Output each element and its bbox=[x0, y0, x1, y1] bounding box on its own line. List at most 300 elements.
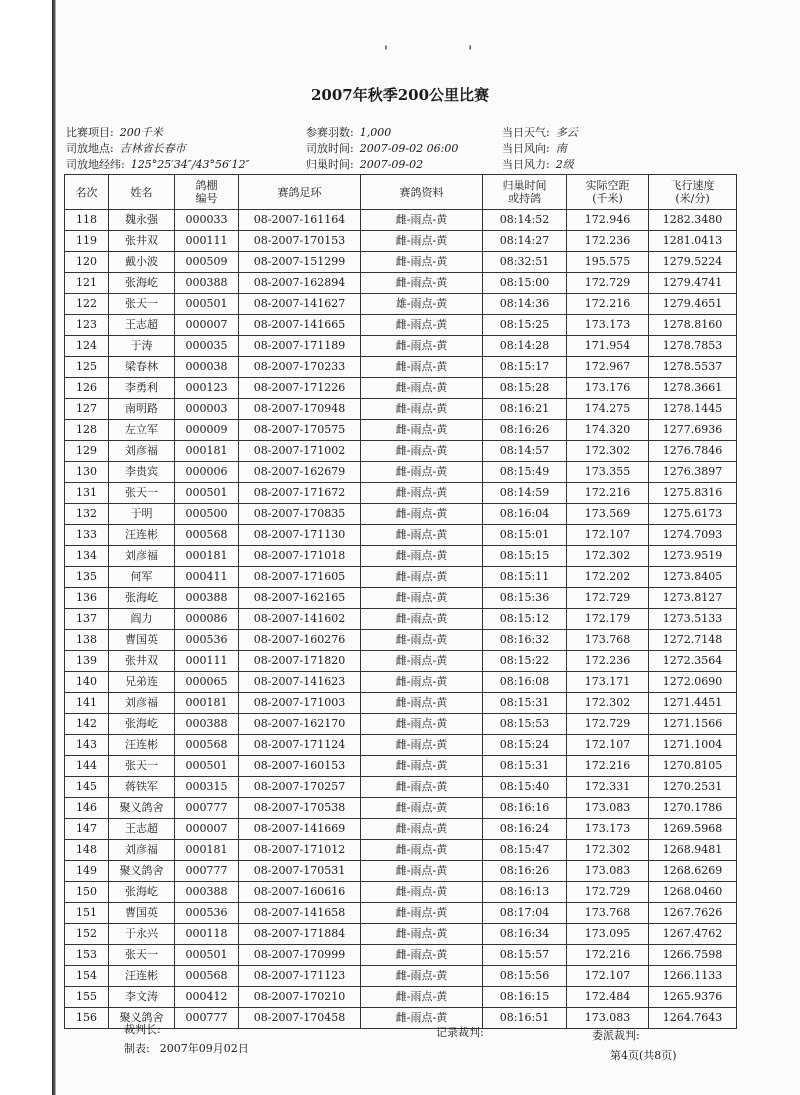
cell-return-time: 08:16:15 bbox=[483, 987, 567, 1008]
header-speed: 飞行速度 (米/分) bbox=[649, 175, 737, 210]
cell-distance: 172.302 bbox=[567, 441, 649, 462]
table-row bbox=[65, 252, 737, 273]
info-label: 当日风向: bbox=[502, 142, 550, 155]
cell-ring: 08-2007-162165 bbox=[239, 588, 361, 609]
cell-distance: 172.302 bbox=[567, 546, 649, 567]
cell-rank: 121 bbox=[65, 273, 109, 294]
table-row bbox=[65, 735, 737, 756]
cell-bird-info: 雌-雨点-黄 bbox=[361, 588, 483, 609]
cell-rank: 147 bbox=[65, 819, 109, 840]
punch-marks: ' ' bbox=[384, 44, 511, 60]
cell-return-time: 08:16:32 bbox=[483, 630, 567, 651]
cell-ring: 08-2007-171884 bbox=[239, 924, 361, 945]
cell-ring: 08-2007-141623 bbox=[239, 672, 361, 693]
cell-loft-id: 000035 bbox=[175, 336, 239, 357]
cell-loft-id: 000536 bbox=[175, 630, 239, 651]
cell-ring: 08-2007-141665 bbox=[239, 315, 361, 336]
cell-loft-id: 000536 bbox=[175, 903, 239, 924]
cell-distance: 173.083 bbox=[567, 861, 649, 882]
table-row bbox=[65, 693, 737, 714]
cell-ring: 08-2007-171226 bbox=[239, 378, 361, 399]
cell-loft-id: 000501 bbox=[175, 483, 239, 504]
info-label: 当日风力: bbox=[502, 158, 550, 171]
cell-rank: 150 bbox=[65, 882, 109, 903]
cell-return-time: 08:15:31 bbox=[483, 693, 567, 714]
footer-prepared-date: 2007年09月02日 bbox=[159, 1042, 249, 1055]
cell-loft-id: 000501 bbox=[175, 294, 239, 315]
cell-ring: 08-2007-170257 bbox=[239, 777, 361, 798]
cell-return-time: 08:15:22 bbox=[483, 651, 567, 672]
cell-name: 刘彦福 bbox=[109, 546, 175, 567]
cell-bird-info: 雌-雨点-黄 bbox=[361, 672, 483, 693]
cell-rank: 151 bbox=[65, 903, 109, 924]
cell-ring: 08-2007-171123 bbox=[239, 966, 361, 987]
cell-speed: 1268.0460 bbox=[649, 882, 737, 903]
table-row bbox=[65, 378, 737, 399]
cell-distance: 172.107 bbox=[567, 735, 649, 756]
cell-bird-info: 雌-雨点-黄 bbox=[361, 378, 483, 399]
cell-name: 张天一 bbox=[109, 756, 175, 777]
cell-bird-info: 雌-雨点-黄 bbox=[361, 756, 483, 777]
header-return-time: 归巢时间 或持鸽 bbox=[483, 175, 567, 210]
info-entries bbox=[306, 124, 391, 140]
cell-rank: 155 bbox=[65, 987, 109, 1008]
cell-name: 刘彦福 bbox=[109, 840, 175, 861]
cell-distance: 172.107 bbox=[567, 966, 649, 987]
cell-speed: 1269.5968 bbox=[649, 819, 737, 840]
cell-bird-info: 雌-雨点-黄 bbox=[361, 693, 483, 714]
table-row bbox=[65, 294, 737, 315]
cell-speed: 1268.6269 bbox=[649, 861, 737, 882]
cell-distance: 172.967 bbox=[567, 357, 649, 378]
info-value: 200千米 bbox=[119, 126, 163, 139]
cell-return-time: 08:16:13 bbox=[483, 882, 567, 903]
cell-distance: 173.173 bbox=[567, 819, 649, 840]
cell-bird-info: 雌-雨点-黄 bbox=[361, 987, 483, 1008]
cell-speed: 1278.1445 bbox=[649, 399, 737, 420]
cell-speed: 1271.1004 bbox=[649, 735, 737, 756]
info-weather bbox=[502, 124, 578, 140]
cell-name: 左立军 bbox=[109, 420, 175, 441]
cell-distance: 173.176 bbox=[567, 378, 649, 399]
cell-rank: 118 bbox=[65, 210, 109, 231]
cell-distance: 172.729 bbox=[567, 882, 649, 903]
table-row bbox=[65, 777, 737, 798]
cell-ring: 08-2007-171003 bbox=[239, 693, 361, 714]
cell-loft-id: 000181 bbox=[175, 840, 239, 861]
cell-loft-id: 000501 bbox=[175, 945, 239, 966]
cell-speed: 1279.5224 bbox=[649, 252, 737, 273]
cell-ring: 08-2007-171672 bbox=[239, 483, 361, 504]
cell-loft-id: 000003 bbox=[175, 399, 239, 420]
info-label: 司放地点: bbox=[66, 142, 114, 155]
cell-ring: 08-2007-171124 bbox=[239, 735, 361, 756]
cell-ring: 08-2007-161164 bbox=[239, 210, 361, 231]
cell-rank: 125 bbox=[65, 357, 109, 378]
cell-return-time: 08:15:17 bbox=[483, 357, 567, 378]
cell-speed: 1271.1566 bbox=[649, 714, 737, 735]
cell-ring: 08-2007-141658 bbox=[239, 903, 361, 924]
table-row bbox=[65, 273, 737, 294]
footer-referee-chief: 裁判长: bbox=[124, 1023, 161, 1036]
table-row bbox=[65, 756, 737, 777]
table-row bbox=[65, 462, 737, 483]
cell-rank: 153 bbox=[65, 945, 109, 966]
cell-rank: 141 bbox=[65, 693, 109, 714]
table-row bbox=[65, 630, 737, 651]
cell-distance: 174.320 bbox=[567, 420, 649, 441]
info-value: 2级 bbox=[555, 158, 574, 171]
table-row bbox=[65, 399, 737, 420]
cell-return-time: 08:15:28 bbox=[483, 378, 567, 399]
info-label: 参赛羽数: bbox=[306, 126, 354, 139]
cell-bird-info: 雌-雨点-黄 bbox=[361, 399, 483, 420]
info-race-item bbox=[66, 124, 163, 140]
cell-bird-info: 雌-雨点-黄 bbox=[361, 546, 483, 567]
cell-speed: 1277.6936 bbox=[649, 420, 737, 441]
cell-speed: 1264.7643 bbox=[649, 1008, 737, 1029]
cell-ring: 08-2007-171820 bbox=[239, 651, 361, 672]
cell-bird-info: 雌-雨点-黄 bbox=[361, 798, 483, 819]
cell-speed: 1279.4651 bbox=[649, 294, 737, 315]
cell-ring: 08-2007-170948 bbox=[239, 399, 361, 420]
cell-rank: 120 bbox=[65, 252, 109, 273]
info-value: 125°25′34″/43°56′12″ bbox=[130, 158, 250, 171]
cell-ring: 08-2007-170575 bbox=[239, 420, 361, 441]
cell-ring: 08-2007-162894 bbox=[239, 273, 361, 294]
cell-rank: 152 bbox=[65, 924, 109, 945]
table-row bbox=[65, 525, 737, 546]
cell-speed: 1270.8105 bbox=[649, 756, 737, 777]
cell-ring: 08-2007-170835 bbox=[239, 504, 361, 525]
table-row bbox=[65, 672, 737, 693]
cell-speed: 1270.2531 bbox=[649, 777, 737, 798]
cell-speed: 1266.7598 bbox=[649, 945, 737, 966]
cell-rank: 132 bbox=[65, 504, 109, 525]
cell-speed: 1276.7846 bbox=[649, 441, 737, 462]
cell-return-time: 08:14:57 bbox=[483, 441, 567, 462]
cell-bird-info: 雌-雨点-黄 bbox=[361, 924, 483, 945]
info-wind-force bbox=[502, 156, 574, 172]
cell-name: 王志超 bbox=[109, 315, 175, 336]
cell-name: 曹国英 bbox=[109, 630, 175, 651]
cell-loft-id: 000568 bbox=[175, 966, 239, 987]
cell-name: 兄弟连 bbox=[109, 672, 175, 693]
cell-loft-id: 000388 bbox=[175, 588, 239, 609]
cell-loft-id: 000777 bbox=[175, 798, 239, 819]
table-row bbox=[65, 966, 737, 987]
cell-return-time: 08:14:52 bbox=[483, 210, 567, 231]
table-row bbox=[65, 651, 737, 672]
table-row bbox=[65, 819, 737, 840]
cell-bird-info: 雌-雨点-黄 bbox=[361, 210, 483, 231]
cell-return-time: 08:15:36 bbox=[483, 588, 567, 609]
cell-speed: 1278.5537 bbox=[649, 357, 737, 378]
cell-return-time: 08:16:51 bbox=[483, 1008, 567, 1029]
cell-bird-info: 雌-雨点-黄 bbox=[361, 819, 483, 840]
cell-rank: 127 bbox=[65, 399, 109, 420]
cell-name: 张海屹 bbox=[109, 588, 175, 609]
cell-rank: 131 bbox=[65, 483, 109, 504]
cell-bird-info: 雌-雨点-黄 bbox=[361, 462, 483, 483]
cell-rank: 139 bbox=[65, 651, 109, 672]
cell-rank: 133 bbox=[65, 525, 109, 546]
cell-distance: 172.202 bbox=[567, 567, 649, 588]
cell-loft-id: 000501 bbox=[175, 756, 239, 777]
cell-ring: 08-2007-171130 bbox=[239, 525, 361, 546]
cell-bird-info: 雌-雨点-黄 bbox=[361, 315, 483, 336]
cell-loft-id: 000007 bbox=[175, 819, 239, 840]
table-body bbox=[65, 210, 737, 1029]
cell-distance: 172.302 bbox=[567, 840, 649, 861]
header-loft-id: 鸽棚 编号 bbox=[175, 175, 239, 210]
document-title: 2007年秋季200公里比赛 bbox=[310, 86, 490, 104]
cell-rank: 140 bbox=[65, 672, 109, 693]
cell-bird-info: 雌-雨点-黄 bbox=[361, 945, 483, 966]
cell-speed: 1278.3661 bbox=[649, 378, 737, 399]
cell-speed: 1278.8160 bbox=[649, 315, 737, 336]
cell-rank: 146 bbox=[65, 798, 109, 819]
cell-name: 于明 bbox=[109, 504, 175, 525]
cell-return-time: 08:15:49 bbox=[483, 462, 567, 483]
info-value: 1,000 bbox=[359, 126, 392, 139]
footer-prepared-label: 制表: bbox=[124, 1042, 150, 1055]
cell-speed: 1276.3897 bbox=[649, 462, 737, 483]
table-row bbox=[65, 609, 737, 630]
info-value: 多云 bbox=[555, 126, 578, 139]
cell-distance: 195.575 bbox=[567, 252, 649, 273]
cell-name: 曹国英 bbox=[109, 903, 175, 924]
cell-distance: 173.173 bbox=[567, 315, 649, 336]
table-header-row bbox=[65, 175, 737, 210]
cell-distance: 173.095 bbox=[567, 924, 649, 945]
cell-speed: 1281.0413 bbox=[649, 231, 737, 252]
cell-speed: 1282.3480 bbox=[649, 210, 737, 231]
cell-name: 聚义鸽舍 bbox=[109, 861, 175, 882]
cell-loft-id: 000181 bbox=[175, 693, 239, 714]
cell-name: 聚义鸽舍 bbox=[109, 1008, 175, 1029]
cell-ring: 08-2007-171002 bbox=[239, 441, 361, 462]
cell-name: 张天一 bbox=[109, 483, 175, 504]
cell-return-time: 08:15:00 bbox=[483, 273, 567, 294]
cell-bird-info: 雌-雨点-黄 bbox=[361, 777, 483, 798]
header-bird-info: 赛鸽资料 bbox=[361, 175, 483, 210]
cell-rank: 154 bbox=[65, 966, 109, 987]
table-row bbox=[65, 588, 737, 609]
cell-speed: 1275.6173 bbox=[649, 504, 737, 525]
cell-loft-id: 000388 bbox=[175, 882, 239, 903]
info-label: 比赛项目: bbox=[66, 126, 114, 139]
cell-name: 张天一 bbox=[109, 945, 175, 966]
info-release-place bbox=[66, 140, 186, 156]
cell-bird-info: 雌-雨点-黄 bbox=[361, 336, 483, 357]
table-row bbox=[65, 798, 737, 819]
cell-bird-info: 雌-雨点-黄 bbox=[361, 966, 483, 987]
cell-name: 张天一 bbox=[109, 294, 175, 315]
cell-ring: 08-2007-160153 bbox=[239, 756, 361, 777]
cell-bird-info: 雌-雨点-黄 bbox=[361, 525, 483, 546]
cell-return-time: 08:15:56 bbox=[483, 966, 567, 987]
cell-return-time: 08:14:36 bbox=[483, 294, 567, 315]
cell-distance: 172.331 bbox=[567, 777, 649, 798]
cell-loft-id: 000412 bbox=[175, 987, 239, 1008]
table-row bbox=[65, 1008, 737, 1029]
cell-distance: 172.216 bbox=[567, 945, 649, 966]
cell-rank: 129 bbox=[65, 441, 109, 462]
table-row bbox=[65, 441, 737, 462]
cell-loft-id: 000411 bbox=[175, 567, 239, 588]
cell-loft-id: 000111 bbox=[175, 231, 239, 252]
cell-loft-id: 000038 bbox=[175, 357, 239, 378]
cell-ring: 08-2007-160616 bbox=[239, 882, 361, 903]
cell-speed: 1270.1786 bbox=[649, 798, 737, 819]
cell-rank: 142 bbox=[65, 714, 109, 735]
cell-speed: 1273.8405 bbox=[649, 567, 737, 588]
cell-bird-info: 雌-雨点-黄 bbox=[361, 252, 483, 273]
cell-speed: 1279.4741 bbox=[649, 273, 737, 294]
table-row bbox=[65, 882, 737, 903]
cell-bird-info: 雄-雨点-黄 bbox=[361, 294, 483, 315]
cell-name: 刘彦福 bbox=[109, 441, 175, 462]
info-value: 吉林省长春市 bbox=[119, 142, 186, 155]
cell-name: 李贵宾 bbox=[109, 462, 175, 483]
cell-loft-id: 000777 bbox=[175, 861, 239, 882]
table-row bbox=[65, 840, 737, 861]
cell-return-time: 08:15:11 bbox=[483, 567, 567, 588]
cell-name: 汪连彬 bbox=[109, 735, 175, 756]
cell-name: 刘彦福 bbox=[109, 693, 175, 714]
cell-ring: 08-2007-160276 bbox=[239, 630, 361, 651]
cell-distance: 172.302 bbox=[567, 693, 649, 714]
cell-distance: 172.216 bbox=[567, 756, 649, 777]
cell-distance: 173.768 bbox=[567, 630, 649, 651]
cell-return-time: 08:14:27 bbox=[483, 231, 567, 252]
table-row bbox=[65, 861, 737, 882]
cell-loft-id: 000009 bbox=[175, 420, 239, 441]
info-value: 2007-09-02 06:00 bbox=[359, 142, 459, 155]
cell-return-time: 08:16:04 bbox=[483, 504, 567, 525]
cell-name: 于涛 bbox=[109, 336, 175, 357]
cell-ring: 08-2007-171012 bbox=[239, 840, 361, 861]
cell-ring: 08-2007-162679 bbox=[239, 462, 361, 483]
cell-speed: 1266.1133 bbox=[649, 966, 737, 987]
cell-name: 汪连彬 bbox=[109, 966, 175, 987]
cell-distance: 174.275 bbox=[567, 399, 649, 420]
table-row bbox=[65, 546, 737, 567]
header-distance: 实际空距 (千米) bbox=[567, 175, 649, 210]
cell-name: 张海屹 bbox=[109, 882, 175, 903]
cell-rank: 148 bbox=[65, 840, 109, 861]
cell-ring: 08-2007-141627 bbox=[239, 294, 361, 315]
info-label: 归巢时间: bbox=[306, 158, 354, 171]
cell-bird-info: 雌-雨点-黄 bbox=[361, 840, 483, 861]
cell-distance: 172.729 bbox=[567, 273, 649, 294]
cell-speed: 1272.7148 bbox=[649, 630, 737, 651]
info-value: 2007-09-02 bbox=[359, 158, 424, 171]
cell-bird-info: 雌-雨点-黄 bbox=[361, 735, 483, 756]
footer-prepared bbox=[124, 1040, 249, 1056]
table-row bbox=[65, 903, 737, 924]
table-row bbox=[65, 357, 737, 378]
cell-name: 张井双 bbox=[109, 231, 175, 252]
cell-return-time: 08:15:47 bbox=[483, 840, 567, 861]
cell-speed: 1267.7626 bbox=[649, 903, 737, 924]
footer-recorder: 记录裁判: bbox=[436, 1026, 484, 1039]
cell-return-time: 08:17:04 bbox=[483, 903, 567, 924]
cell-rank: 143 bbox=[65, 735, 109, 756]
cell-ring: 08-2007-170458 bbox=[239, 1008, 361, 1029]
cell-return-time: 08:16:34 bbox=[483, 924, 567, 945]
cell-rank: 123 bbox=[65, 315, 109, 336]
cell-return-time: 08:15:24 bbox=[483, 735, 567, 756]
results-table bbox=[64, 174, 737, 1029]
cell-distance: 172.107 bbox=[567, 525, 649, 546]
cell-loft-id: 000777 bbox=[175, 1008, 239, 1029]
table-row bbox=[65, 336, 737, 357]
cell-ring: 08-2007-171018 bbox=[239, 546, 361, 567]
cell-distance: 172.729 bbox=[567, 588, 649, 609]
cell-loft-id: 000509 bbox=[175, 252, 239, 273]
cell-loft-id: 000181 bbox=[175, 546, 239, 567]
cell-ring: 08-2007-141602 bbox=[239, 609, 361, 630]
cell-name: 梁春林 bbox=[109, 357, 175, 378]
table-row bbox=[65, 231, 737, 252]
cell-loft-id: 000118 bbox=[175, 924, 239, 945]
table-row bbox=[65, 315, 737, 336]
cell-name: 李文涛 bbox=[109, 987, 175, 1008]
cell-rank: 135 bbox=[65, 567, 109, 588]
cell-rank: 145 bbox=[65, 777, 109, 798]
cell-rank: 137 bbox=[65, 609, 109, 630]
cell-bird-info: 雌-雨点-黄 bbox=[361, 357, 483, 378]
cell-return-time: 08:14:28 bbox=[483, 336, 567, 357]
cell-distance: 173.083 bbox=[567, 798, 649, 819]
cell-distance: 172.484 bbox=[567, 987, 649, 1008]
table-row bbox=[65, 987, 737, 1008]
cell-loft-id: 000388 bbox=[175, 714, 239, 735]
cell-return-time: 08:15:57 bbox=[483, 945, 567, 966]
info-label: 当日天气: bbox=[502, 126, 550, 139]
cell-loft-id: 000568 bbox=[175, 525, 239, 546]
cell-loft-id: 000123 bbox=[175, 378, 239, 399]
info-wind-direction bbox=[502, 140, 567, 156]
cell-loft-id: 000086 bbox=[175, 609, 239, 630]
cell-rank: 138 bbox=[65, 630, 109, 651]
cell-distance: 171.954 bbox=[567, 336, 649, 357]
footer-appointed: 委派裁判: bbox=[592, 1029, 640, 1042]
info-label: 司放时间: bbox=[306, 142, 354, 155]
cell-speed: 1268.9481 bbox=[649, 840, 737, 861]
info-release-time bbox=[306, 140, 458, 156]
cell-name: 张井双 bbox=[109, 651, 175, 672]
table-row bbox=[65, 504, 737, 525]
cell-distance: 173.171 bbox=[567, 672, 649, 693]
cell-rank: 124 bbox=[65, 336, 109, 357]
cell-return-time: 08:16:16 bbox=[483, 798, 567, 819]
cell-loft-id: 000388 bbox=[175, 273, 239, 294]
cell-ring: 08-2007-151299 bbox=[239, 252, 361, 273]
table-row bbox=[65, 945, 737, 966]
cell-speed: 1273.5133 bbox=[649, 609, 737, 630]
cell-return-time: 08:15:40 bbox=[483, 777, 567, 798]
cell-name: 阎力 bbox=[109, 609, 175, 630]
cell-speed: 1275.8316 bbox=[649, 483, 737, 504]
header-rank: 名次 bbox=[65, 175, 109, 210]
cell-ring: 08-2007-170233 bbox=[239, 357, 361, 378]
cell-name: 张海屹 bbox=[109, 714, 175, 735]
cell-return-time: 08:15:25 bbox=[483, 315, 567, 336]
cell-rank: 149 bbox=[65, 861, 109, 882]
